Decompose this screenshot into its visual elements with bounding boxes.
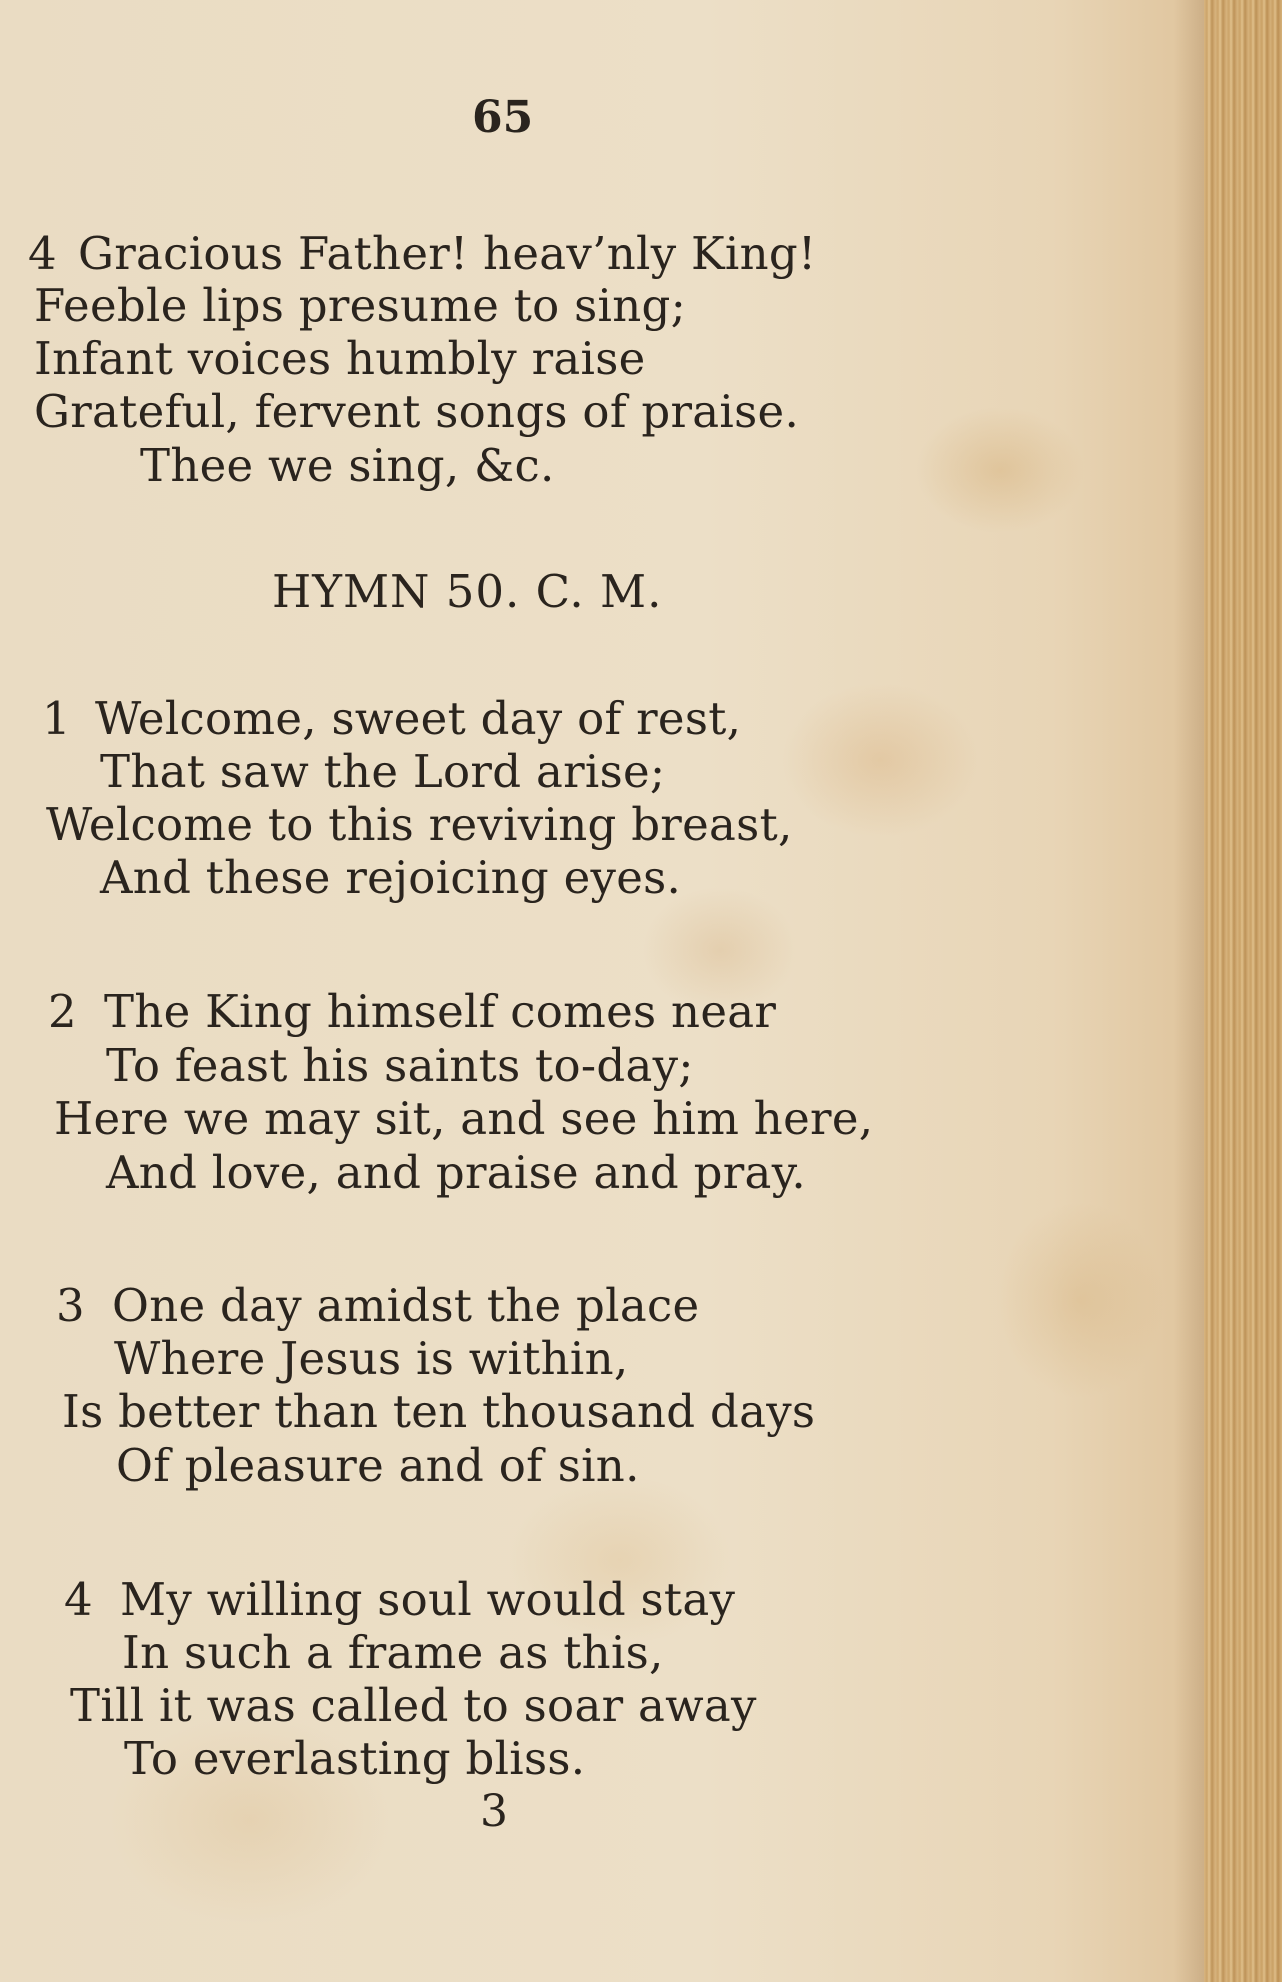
stanza-line: One day amidst the place: [112, 1279, 700, 1332]
stanza-line: My willing soul would stay: [120, 1573, 736, 1626]
stanza-line: Welcome, sweet day of rest,: [95, 692, 742, 745]
stanza-refrain: Thee we sing, &c.: [140, 439, 555, 492]
stanza-line: Feeble lips presume to sing;: [34, 279, 687, 332]
stanza-number: 2: [48, 985, 77, 1038]
hymn-heading: HYMN 50. C. M.: [272, 565, 663, 618]
stanza-line: In such a frame as this,: [122, 1626, 664, 1679]
stanza-line: Infant voices humbly raise: [34, 332, 646, 385]
stanza-line: And love, and praise and pray.: [106, 1146, 807, 1199]
stanza-line: The King himself comes near: [104, 985, 777, 1038]
stanza-line: To feast his saints to-day;: [106, 1039, 694, 1092]
stanza-line: To everlasting bliss.: [124, 1732, 586, 1785]
stanza-number: 4: [64, 1573, 93, 1626]
stanza-line: Till it was called to soar away: [70, 1679, 757, 1732]
stanza-line: Gracious Father! heav’nly King!: [78, 227, 817, 280]
stanza-line: Welcome to this reviving breast,: [46, 798, 793, 851]
stanza-number: 1: [42, 692, 71, 745]
page-number: 65: [472, 92, 534, 143]
stanza-line: And these rejoicing eyes.: [100, 851, 682, 904]
stanza-line: Where Jesus is within,: [114, 1332, 629, 1385]
stanza-line: Grateful, fervent songs of praise.: [34, 385, 800, 438]
stanza-number: 3: [56, 1279, 85, 1332]
stanza-line: Of pleasure and of sin.: [116, 1439, 640, 1492]
stanza-line: Here we may sit, and see him here,: [54, 1092, 874, 1145]
stanza-line: That saw the Lord arise;: [100, 745, 666, 798]
stanza-line: Is better than ten thousand days: [62, 1385, 816, 1438]
signature-mark: 3: [480, 1786, 508, 1837]
stanza-number: 4: [28, 227, 57, 280]
